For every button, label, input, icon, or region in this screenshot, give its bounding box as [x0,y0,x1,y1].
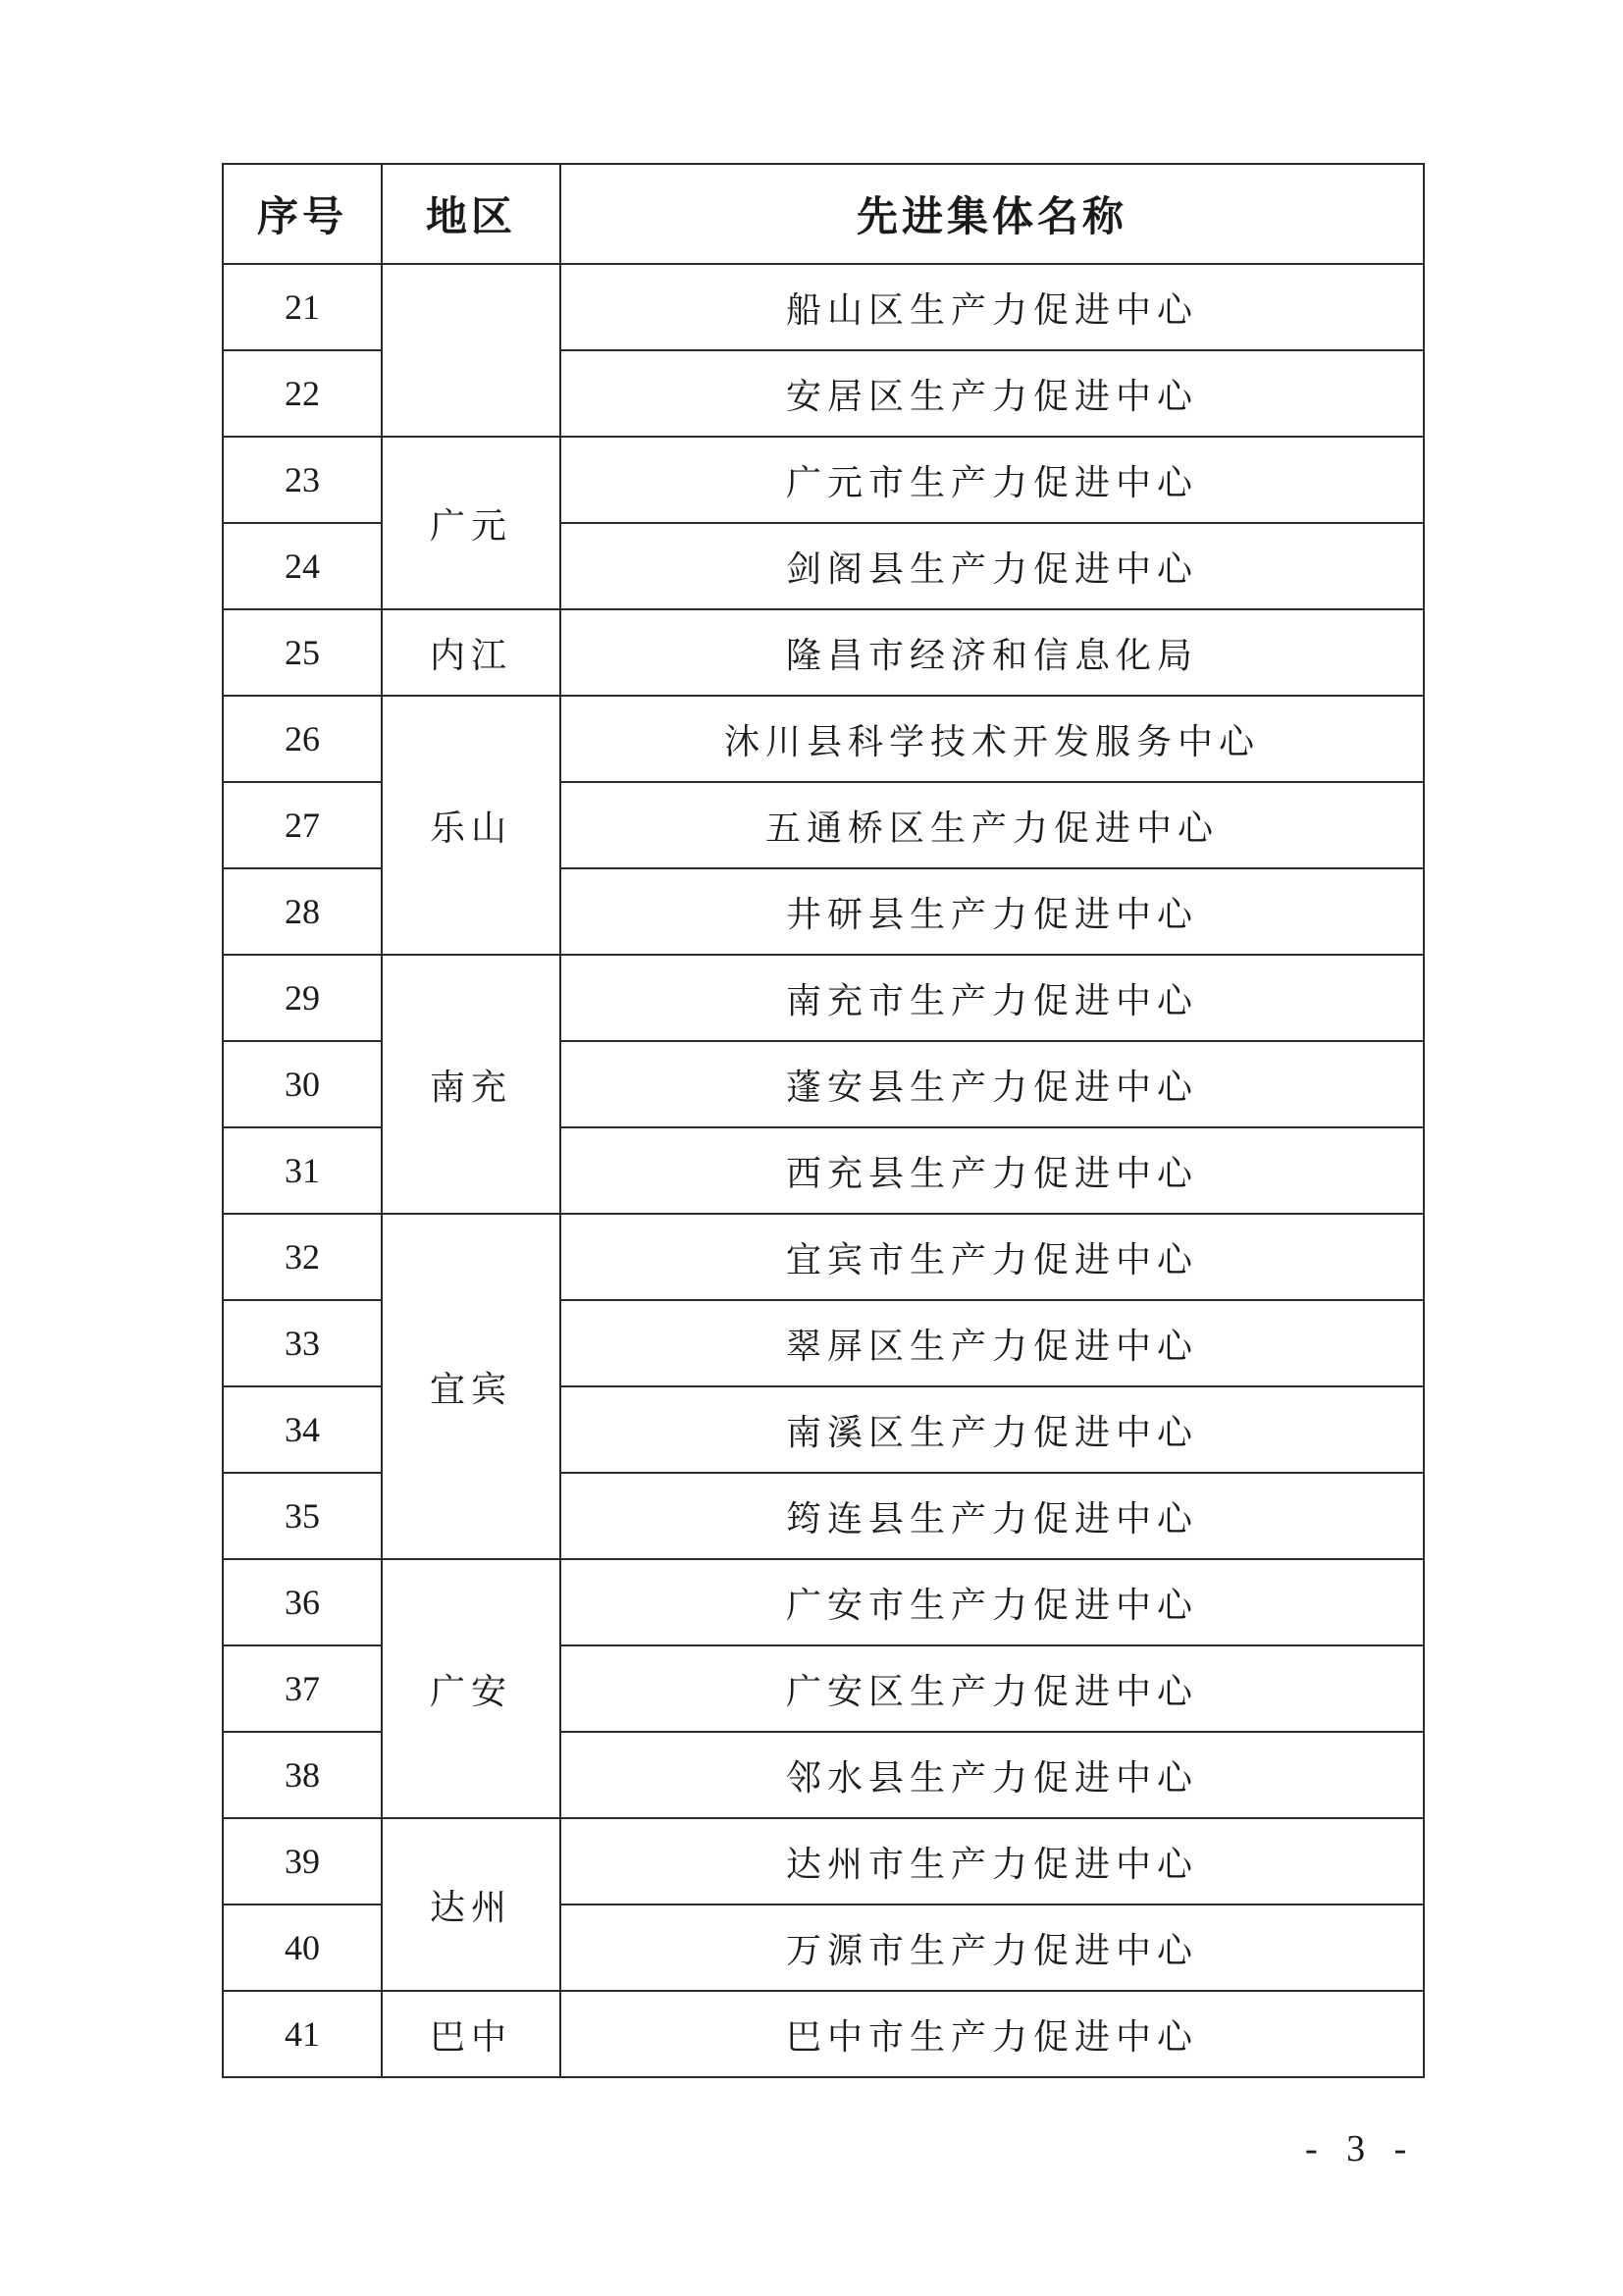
serial-number-cell: 22 [223,350,382,437]
table-row [223,955,1424,1041]
table-row [223,1991,1424,2077]
table-row [223,264,1424,350]
table-header-row [223,164,1424,264]
region-cell: 南充 [382,955,560,1214]
table-row [223,1214,1424,1300]
region-cell: 达州 [382,1818,560,1991]
serial-number-cell: 25 [223,609,382,696]
collective-name-cell: 井研县生产力促进中心 [560,868,1424,955]
table-row [223,696,1424,782]
serial-number-cell: 39 [223,1818,382,1905]
collective-name-cell: 宜宾市生产力促进中心 [560,1214,1424,1300]
serial-number-cell: 36 [223,1559,382,1645]
table-body [223,264,1424,2077]
table-row [223,609,1424,696]
collective-name-cell: 达州市生产力促进中心 [560,1818,1424,1905]
collective-name-cell: 沐川县科学技术开发服务中心 [560,696,1424,782]
collective-name-cell: 剑阁县生产力促进中心 [560,523,1424,609]
collective-name-cell: 翠屏区生产力促进中心 [560,1300,1424,1386]
serial-number-cell: 27 [223,782,382,868]
collective-name-cell: 船山区生产力促进中心 [560,264,1424,350]
region-cell: 广元 [382,437,560,609]
collective-name-cell: 巴中市生产力促进中心 [560,1991,1424,2077]
region-cell: 巴中 [382,1991,560,2077]
serial-number-cell: 28 [223,868,382,955]
serial-number-cell: 40 [223,1905,382,1991]
table-row [223,1559,1424,1645]
serial-number-cell: 33 [223,1300,382,1386]
serial-number-cell: 29 [223,955,382,1041]
header-region: 地区 [382,164,560,264]
serial-number-cell: 21 [223,264,382,350]
serial-number-cell: 34 [223,1386,382,1473]
collective-name-cell: 南充市生产力促进中心 [560,955,1424,1041]
serial-number-cell: 24 [223,523,382,609]
collective-name-cell: 万源市生产力促进中心 [560,1905,1424,1991]
serial-number-cell: 30 [223,1041,382,1127]
collective-name-cell: 安居区生产力促进中心 [560,350,1424,437]
collective-name-cell: 五通桥区生产力促进中心 [560,782,1424,868]
serial-number-cell: 37 [223,1645,382,1732]
collective-name-cell: 隆昌市经济和信息化局 [560,609,1424,696]
table-row [223,437,1424,523]
serial-number-cell: 38 [223,1732,382,1818]
serial-number-cell: 41 [223,1991,382,2077]
header-serial-number: 序号 [223,164,382,264]
serial-number-cell: 35 [223,1473,382,1559]
advanced-collective-table [222,163,1425,2078]
serial-number-cell: 31 [223,1127,382,1214]
serial-number-cell: 23 [223,437,382,523]
collective-name-cell: 西充县生产力促进中心 [560,1127,1424,1214]
collective-name-cell: 筠连县生产力促进中心 [560,1473,1424,1559]
collective-name-cell: 蓬安县生产力促进中心 [560,1041,1424,1127]
collective-name-cell: 南溪区生产力促进中心 [560,1386,1424,1473]
collective-name-cell: 广元市生产力促进中心 [560,437,1424,523]
region-cell: 内江 [382,609,560,696]
table-row [223,1818,1424,1905]
region-cell: 宜宾 [382,1214,560,1559]
collective-name-cell: 邻水县生产力促进中心 [560,1732,1424,1818]
collective-name-cell: 广安区生产力促进中心 [560,1645,1424,1732]
serial-number-cell: 26 [223,696,382,782]
collective-name-cell: 广安市生产力促进中心 [560,1559,1424,1645]
serial-number-cell: 32 [223,1214,382,1300]
region-cell: 广安 [382,1559,560,1818]
header-collective-name: 先进集体名称 [560,164,1424,264]
region-cell [382,264,560,437]
page-number: - 3 - [1305,2128,1417,2169]
region-cell: 乐山 [382,696,560,955]
